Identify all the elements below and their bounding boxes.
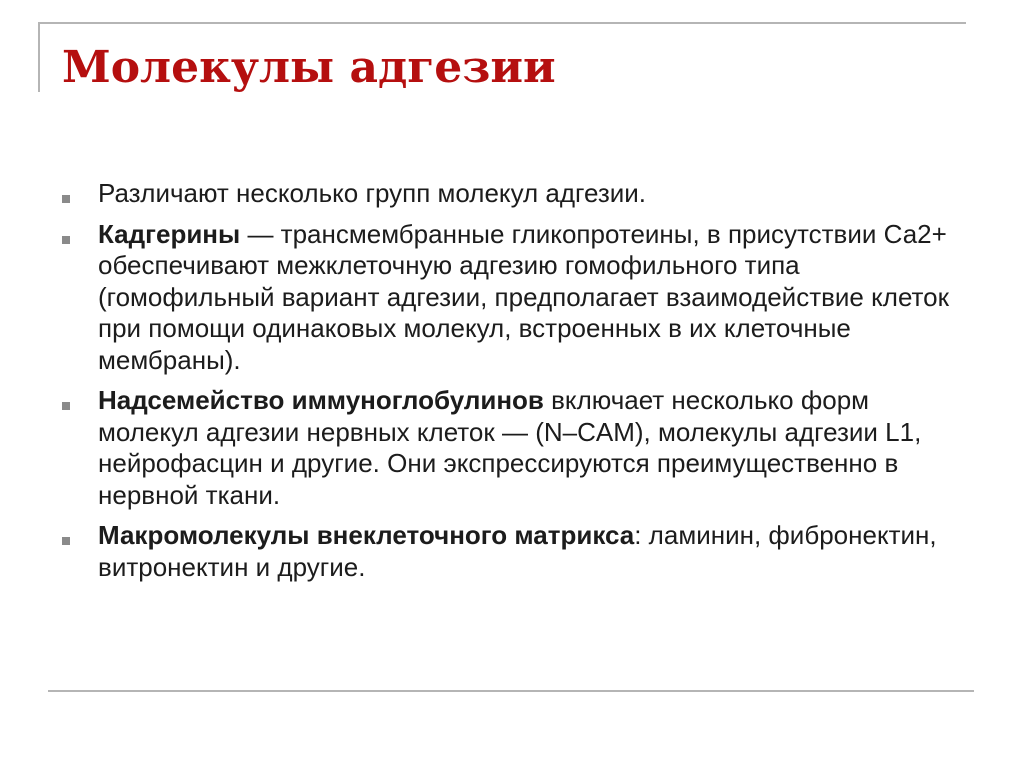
bullet-bold-term: Надсемейство иммуноглобулинов [98, 385, 544, 415]
bullet-item-4 [62, 520, 962, 583]
bullet-list [62, 178, 962, 592]
square-bullet-icon [62, 402, 70, 410]
bullet-text [98, 520, 962, 583]
square-bullet-icon [62, 537, 70, 545]
bullet-plain-text: — трансмембранные гликопротеины, в присутствии Са2+ обеспечивают межклеточную адгезию гомофильного типа (гомофильный вариант адгезии, предполагает взаимодействие клеток при помощи одинаковых молекул, встроенных в их клеточные мембраны). [98, 218, 950, 375]
bullet-item-1 [62, 178, 962, 210]
bullet-item-3 [62, 385, 962, 511]
bullet-bold-term: Кадгерины [98, 218, 241, 249]
top-divider [38, 22, 966, 24]
bullet-plain-text: : ламинин, фибронектин, витронектин и другие. [98, 520, 937, 582]
bullet-text [98, 219, 962, 377]
bullet-plain-text: включает несколько форм молекул адгезии нервных клеток — (N–CAM), молекулы адгезии L1, нейрофасцин и другие. Они экспрессируются преимущественно в нервной ткани. [98, 385, 922, 510]
bullet-plain-text: Различают несколько групп молекул адгезии. [98, 178, 647, 208]
bullet-text [98, 178, 646, 210]
bullet-text [98, 385, 962, 511]
square-bullet-icon [62, 195, 70, 203]
slide-title: Молекулы адгезии [62, 42, 556, 93]
bullet-item-2 [62, 219, 962, 377]
bottom-divider [48, 690, 974, 692]
left-divider [38, 22, 40, 92]
bullet-bold-term: Макромолекулы внеклеточного матрикса [98, 520, 635, 550]
square-bullet-icon [62, 236, 70, 244]
